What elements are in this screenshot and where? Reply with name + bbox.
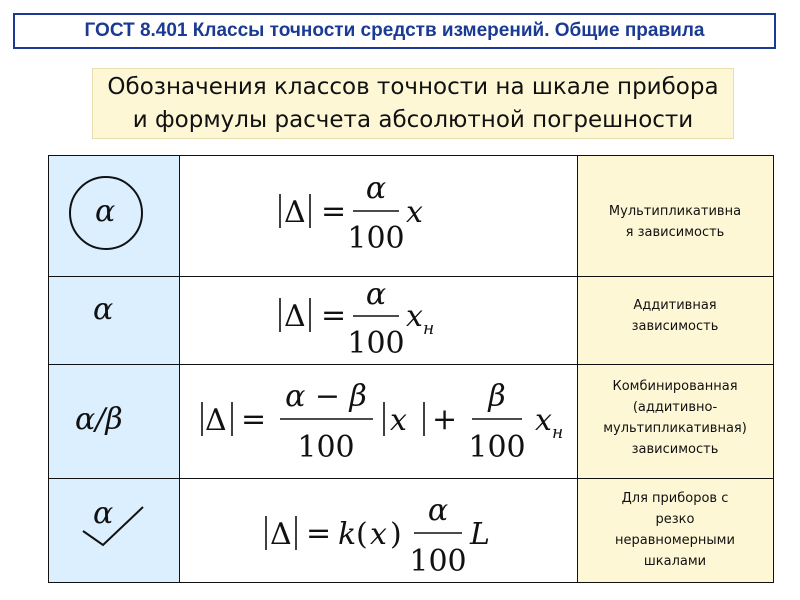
delta-symbol: Δ — [270, 517, 292, 552]
description-line: резко — [655, 512, 695, 527]
class-symbol-row2: α — [93, 292, 114, 327]
class-symbol-row4: α — [93, 496, 114, 531]
description-line: я зависимость — [625, 225, 725, 240]
numerator-1: α − β — [285, 379, 367, 414]
formula-row2 — [180, 276, 577, 364]
description-line: Мультипликативна — [608, 204, 742, 219]
subtitle-box — [92, 68, 734, 139]
variable: x — [406, 195, 423, 230]
variable-2: x — [535, 403, 552, 438]
formula-row4 — [180, 478, 577, 582]
equals-sign: = — [321, 298, 347, 333]
equals-sign: = — [241, 402, 267, 437]
denominator: 100 — [347, 326, 405, 361]
denominator: 100 — [409, 544, 467, 579]
description-line: Аддитивная — [633, 298, 717, 313]
left-paren: ( — [356, 517, 368, 552]
subtitle-line-2: и формулы расчета абсолютной погрешности — [132, 106, 694, 133]
numerator-2: β — [488, 379, 506, 414]
L-symbol: L — [470, 517, 490, 552]
equals-sign: = — [306, 516, 332, 551]
denominator-1: 100 — [297, 430, 355, 465]
delta-symbol: Δ — [284, 195, 306, 230]
class-symbol-row1: α — [95, 194, 116, 229]
description-line: (аддитивно- — [632, 400, 718, 415]
numerator: α — [427, 493, 449, 528]
class-symbol-row3: α/β — [75, 402, 123, 437]
accuracy-class-table — [48, 155, 774, 583]
denominator-2: 100 — [468, 430, 526, 465]
plus-sign: + — [432, 402, 458, 437]
numerator: α — [365, 171, 387, 206]
denominator: 100 — [347, 221, 405, 256]
subtitle-line-1: Обозначения классов точности на шкале прибора — [107, 73, 719, 100]
formula-row3 — [180, 364, 577, 478]
description-line: Для приборов с — [621, 491, 729, 506]
x-symbol: x — [370, 517, 387, 552]
check-mark-icon — [79, 491, 149, 551]
variable: x — [406, 299, 423, 334]
formula-row1 — [180, 156, 577, 276]
k-symbol: k — [338, 517, 357, 552]
description-row1 — [577, 201, 773, 243]
description-row2 — [577, 295, 773, 337]
description-row3 — [577, 376, 773, 460]
description-line: шкалами — [643, 554, 707, 569]
equals-sign: = — [321, 194, 347, 229]
subscript: н — [552, 423, 564, 443]
right-paren: ) — [390, 517, 402, 552]
description-line: Комбинированная — [612, 379, 738, 394]
delta-symbol: Δ — [284, 299, 306, 334]
subscript: н — [423, 319, 435, 339]
numerator: α — [365, 277, 387, 312]
delta-symbol: Δ — [205, 403, 227, 438]
description-line: зависимость — [631, 442, 719, 457]
page-header — [13, 13, 776, 49]
description-line: неравномерными — [615, 533, 735, 548]
variable-1: x — [390, 403, 407, 438]
description-line: зависимость — [631, 319, 719, 334]
header-title: ГОСТ 8.401 Классы точности средств измерений. Общие правила — [84, 20, 705, 41]
description-line: мультипликативная) — [603, 421, 747, 436]
description-row4 — [577, 488, 773, 572]
